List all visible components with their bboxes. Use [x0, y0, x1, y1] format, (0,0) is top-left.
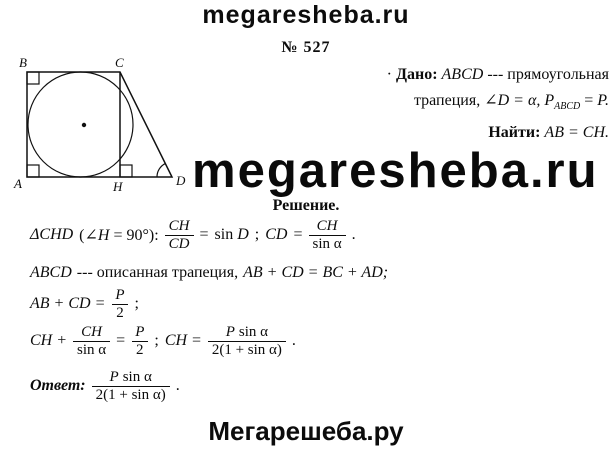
fraction-numerator: CH — [81, 323, 103, 340]
perimeter-value: P. — [597, 92, 609, 109]
fraction-numerator: CH — [316, 217, 338, 234]
solution-heading: Решение. — [272, 197, 340, 214]
circumscribed-text: --- описанная трапеция, — [76, 264, 239, 281]
solution-line-3 — [30, 287, 139, 321]
tangent-equation: AB + CD = BC + AD; — [243, 264, 389, 281]
fraction-numerator: CH — [168, 217, 190, 234]
given-angle-condition: ∠D = α, — [484, 92, 541, 109]
answer-label: Ответ: — [30, 377, 86, 394]
trapezoid-outline — [27, 72, 172, 177]
fraction-ch-over-sin — [309, 218, 346, 253]
angle-arc-d — [157, 164, 165, 177]
period: . — [175, 377, 180, 394]
fraction-denominator: 2(1 + sin α) — [208, 341, 286, 359]
fraction-denominator: sin α — [73, 341, 110, 359]
equals-sign-2: = — [293, 226, 303, 243]
ch-plus: CH + — [30, 332, 68, 349]
fraction-denominator: CD — [165, 235, 194, 253]
geometry-figure — [10, 53, 205, 203]
perimeter-subscript: ABCD — [554, 101, 581, 113]
fraction-result — [208, 324, 286, 359]
fraction-denominator: 2 — [132, 341, 148, 359]
given-shape-name: ABCD — [441, 66, 484, 83]
given-line-2 — [309, 88, 609, 120]
sum-lhs: AB + CD = — [30, 295, 106, 312]
numerator-variable: P — [225, 323, 235, 340]
circle-center-dot — [82, 123, 86, 127]
answer-line — [30, 367, 180, 405]
vertex-label-a: A — [14, 176, 22, 191]
right-angle-mark-a — [27, 165, 39, 177]
angle-note — [79, 225, 159, 245]
right-angle-mark-h — [120, 165, 132, 177]
given-bullet: · — [386, 66, 392, 83]
sin-word: sin — [214, 226, 234, 243]
perimeter-variable: P — [544, 92, 555, 109]
given-block — [309, 62, 609, 146]
period: . — [291, 332, 296, 349]
triangle-name: ΔCHD — [30, 226, 74, 243]
vertex-label-b: B — [19, 55, 27, 70]
ch-equals: CH = — [164, 332, 202, 349]
problem-number: № 527 — [281, 39, 331, 56]
watermark-text: megaresheba.ru — [192, 144, 599, 198]
fraction-p-over-2 — [131, 324, 148, 359]
fraction-numerator: P — [135, 323, 145, 340]
vertex-label-c: C — [115, 55, 124, 70]
site-header-title: megaresheba.ru — [202, 1, 410, 29]
fraction-denominator: 2 — [112, 304, 128, 322]
angle-note-close: = 90°): — [109, 227, 159, 244]
solution-line-2 — [30, 263, 388, 283]
semicolon: ; — [254, 226, 260, 243]
equals-sign: = — [116, 332, 126, 349]
equals-sign: = — [199, 226, 209, 243]
given-line-1 — [309, 62, 609, 88]
fraction-denominator: sin α — [309, 235, 346, 253]
fraction-p-over-2 — [111, 287, 128, 322]
given-shape-desc: --- прямоугольная — [487, 66, 609, 83]
semicolon: ; — [134, 295, 139, 312]
fraction-denominator: 2(1 + sin α) — [92, 386, 170, 404]
find-expression: AB = CH. — [544, 124, 609, 142]
fraction-numerator: P — [115, 286, 125, 303]
solution-line-1 — [30, 216, 356, 254]
find-label: Найти: — [488, 124, 541, 142]
numerator-sin: sin α — [238, 323, 269, 340]
fraction-numerator — [222, 324, 272, 341]
inscribed-circle — [28, 72, 133, 177]
period: . — [351, 226, 356, 243]
given-label: Дано: — [395, 66, 438, 83]
numerator-variable: P — [109, 368, 119, 385]
angle-note-var: H — [97, 227, 110, 244]
perimeter-equals: = — [584, 92, 594, 109]
angle-note-open: (∠ — [79, 227, 98, 244]
site-footer-title: Мегарешеба.ру — [208, 416, 404, 446]
solution-line-4 — [30, 321, 296, 361]
fraction-ch-over-cd — [165, 218, 194, 253]
semicolon: ; — [154, 332, 159, 349]
given-word-trapezoid: трапеция, — [413, 92, 481, 109]
shape-name: ABCD — [30, 264, 72, 281]
sin-d-term — [215, 226, 249, 244]
vertex-label-d: D — [176, 173, 186, 188]
cd-lhs: CD — [265, 226, 288, 243]
fraction-numerator — [106, 369, 156, 386]
numerator-sin: sin α — [122, 368, 152, 385]
right-angle-mark-b — [27, 72, 39, 84]
fraction-answer — [92, 369, 170, 404]
fraction-ch-over-sin — [73, 324, 110, 359]
vertex-label-h: H — [113, 179, 123, 194]
sin-variable: D — [237, 226, 249, 243]
